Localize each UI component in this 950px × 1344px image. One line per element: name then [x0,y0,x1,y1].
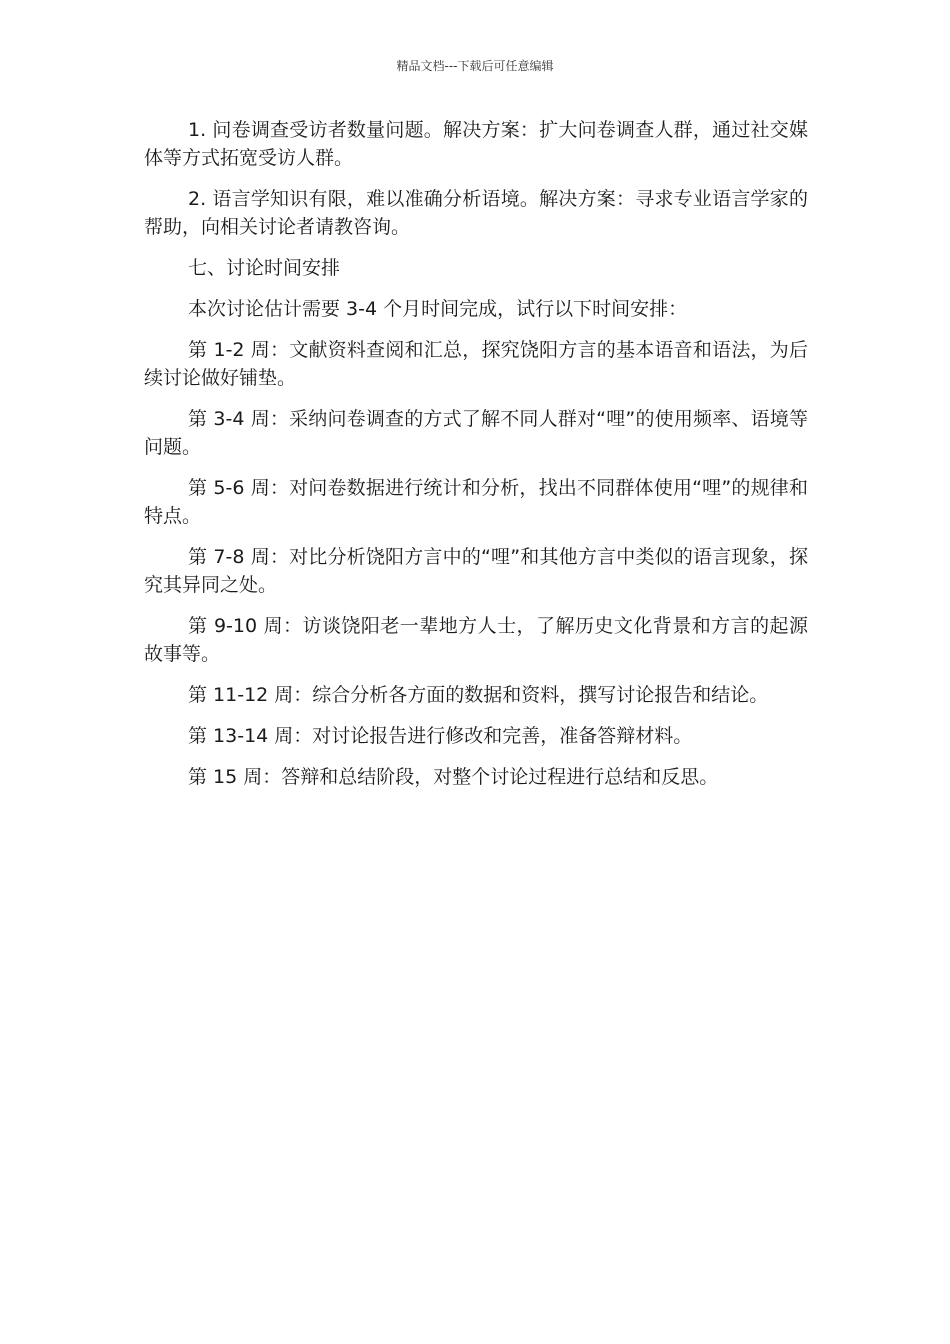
paragraph-week-1-2: 第 1-2 周：文献资料查阅和汇总，探究饶阳方言的基本语音和语法，为后续讨论做好铺垫。 [144,339,808,389]
paragraph-schedule-intro: 本次讨论估计需要 3-4 个月时间完成，试行以下时间安排： [188,298,688,320]
paragraph-week-13-14: 第 13-14 周：对讨论报告进行修改和完善，准备答辩材料。 [188,725,693,747]
paragraph-week-11-12: 第 11-12 周：综合分析各方面的数据和资料，撰写讨论报告和结论。 [188,684,769,706]
page-header: 精品文档---下载后可任意编辑 [396,59,554,73]
document-body [144,116,808,804]
paragraph-week-7-8: 第 7-8 周：对比分析饶阳方言中的“哩”和其他方言中类似的语言现象，探究其异同之处。 [144,546,808,596]
paragraph-week-5-6: 第 5-6 周：对问卷数据进行统计和分析，找出不同群体使用“哩”的规律和特点。 [144,477,808,527]
paragraph-problem-1: 1. 问卷调查受访者数量问题。解决方案：扩大问卷调查人群，通过社交媒体等方式拓宽受访人群。 [144,119,808,169]
paragraph-problem-2: 2. 语言学知识有限，难以准确分析语境。解决方案：寻求专业语言学家的帮助，向相关讨论者请教咨询。 [144,188,808,238]
paragraph-week-3-4: 第 3-4 周：采纳问卷调查的方式了解不同人群对“哩”的使用频率、语境等问题。 [144,408,808,458]
paragraph-week-9-10: 第 9-10 周：访谈饶阳老一辈地方人士，了解历史文化背景和方言的起源故事等。 [144,615,808,665]
section-heading-schedule: 七、讨论时间安排 [188,257,341,279]
paragraph-week-15: 第 15 周：答辩和总结阶段，对整个讨论过程进行总结和反思。 [188,766,719,788]
